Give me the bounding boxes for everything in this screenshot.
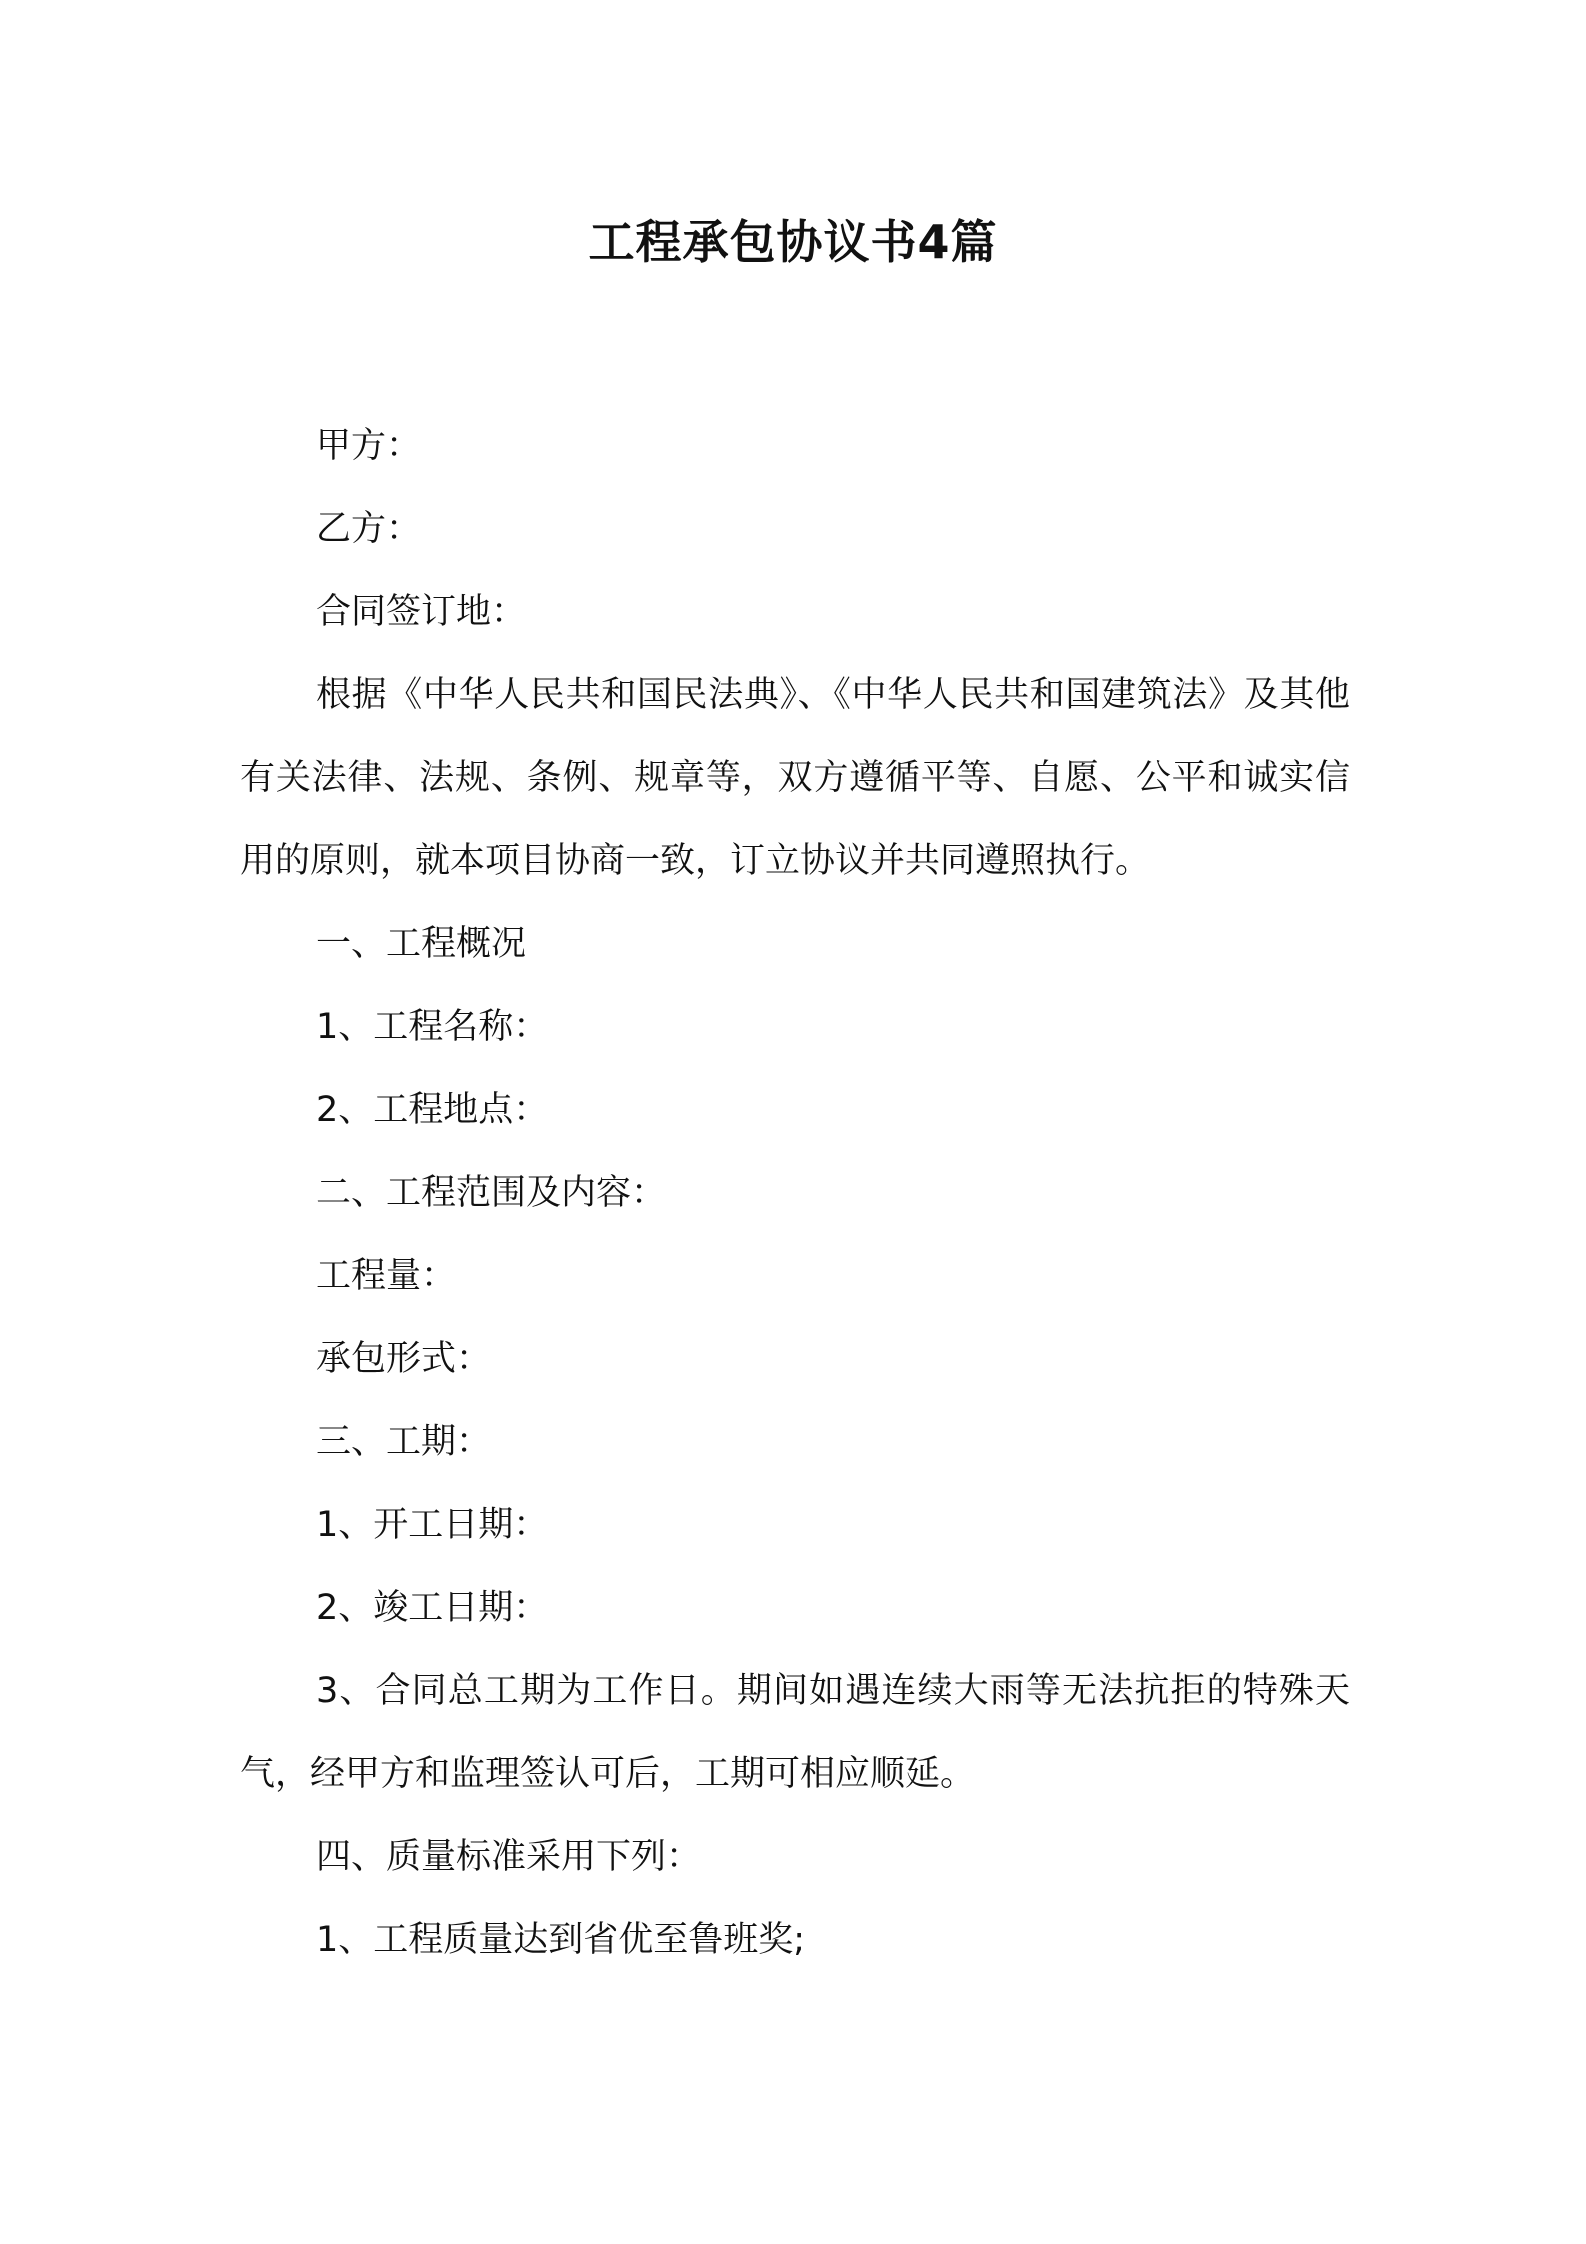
- paragraph-section-4-heading: 四、质量标准采用下列：: [316, 1837, 702, 1877]
- document-title: 工程承包协议书4篇: [588, 215, 998, 269]
- paragraph-project-location: 2、工程地点：: [316, 1090, 549, 1130]
- paragraph-party-a: 甲方：: [316, 426, 422, 466]
- paragraph-party-b: 乙方：: [316, 509, 422, 549]
- paragraph-completion-date: 2、竣工日期：: [316, 1588, 549, 1628]
- paragraph-section-3-heading: 三、工期：: [316, 1422, 492, 1462]
- paragraph-preamble: 根据《中华人民共和国民法典》、《中华人民共和国建筑法》及其他有关法律、法规、条例、规章等，双方遵循平等、自愿、公平和诚实信用的原则，就本项目协商一致，订立协议并共同遵照执行。: [240, 675, 1350, 881]
- paragraph-section-2-heading: 二、工程范围及内容：: [316, 1173, 667, 1213]
- document-body: [240, 405, 1350, 1982]
- paragraph-quality-standard: 1、工程质量达到省优至鲁班奖;: [316, 1920, 806, 1960]
- paragraph-signing-place: 合同签订地：: [316, 592, 527, 632]
- paragraph-quantity: 工程量：: [316, 1256, 457, 1296]
- paragraph-start-date: 1、开工日期：: [316, 1505, 549, 1545]
- paragraph-project-name: 1、工程名称：: [316, 1007, 549, 1047]
- paragraph-section-1-heading: 一、工程概况: [316, 924, 527, 964]
- paragraph-total-duration: 3、合同总工期为工作日。期间如遇连续大雨等无法抗拒的特殊天气，经甲方和监理签认可后，工期可相应顺延。: [240, 1671, 1350, 1794]
- paragraph-contract-form: 承包形式：: [316, 1339, 492, 1379]
